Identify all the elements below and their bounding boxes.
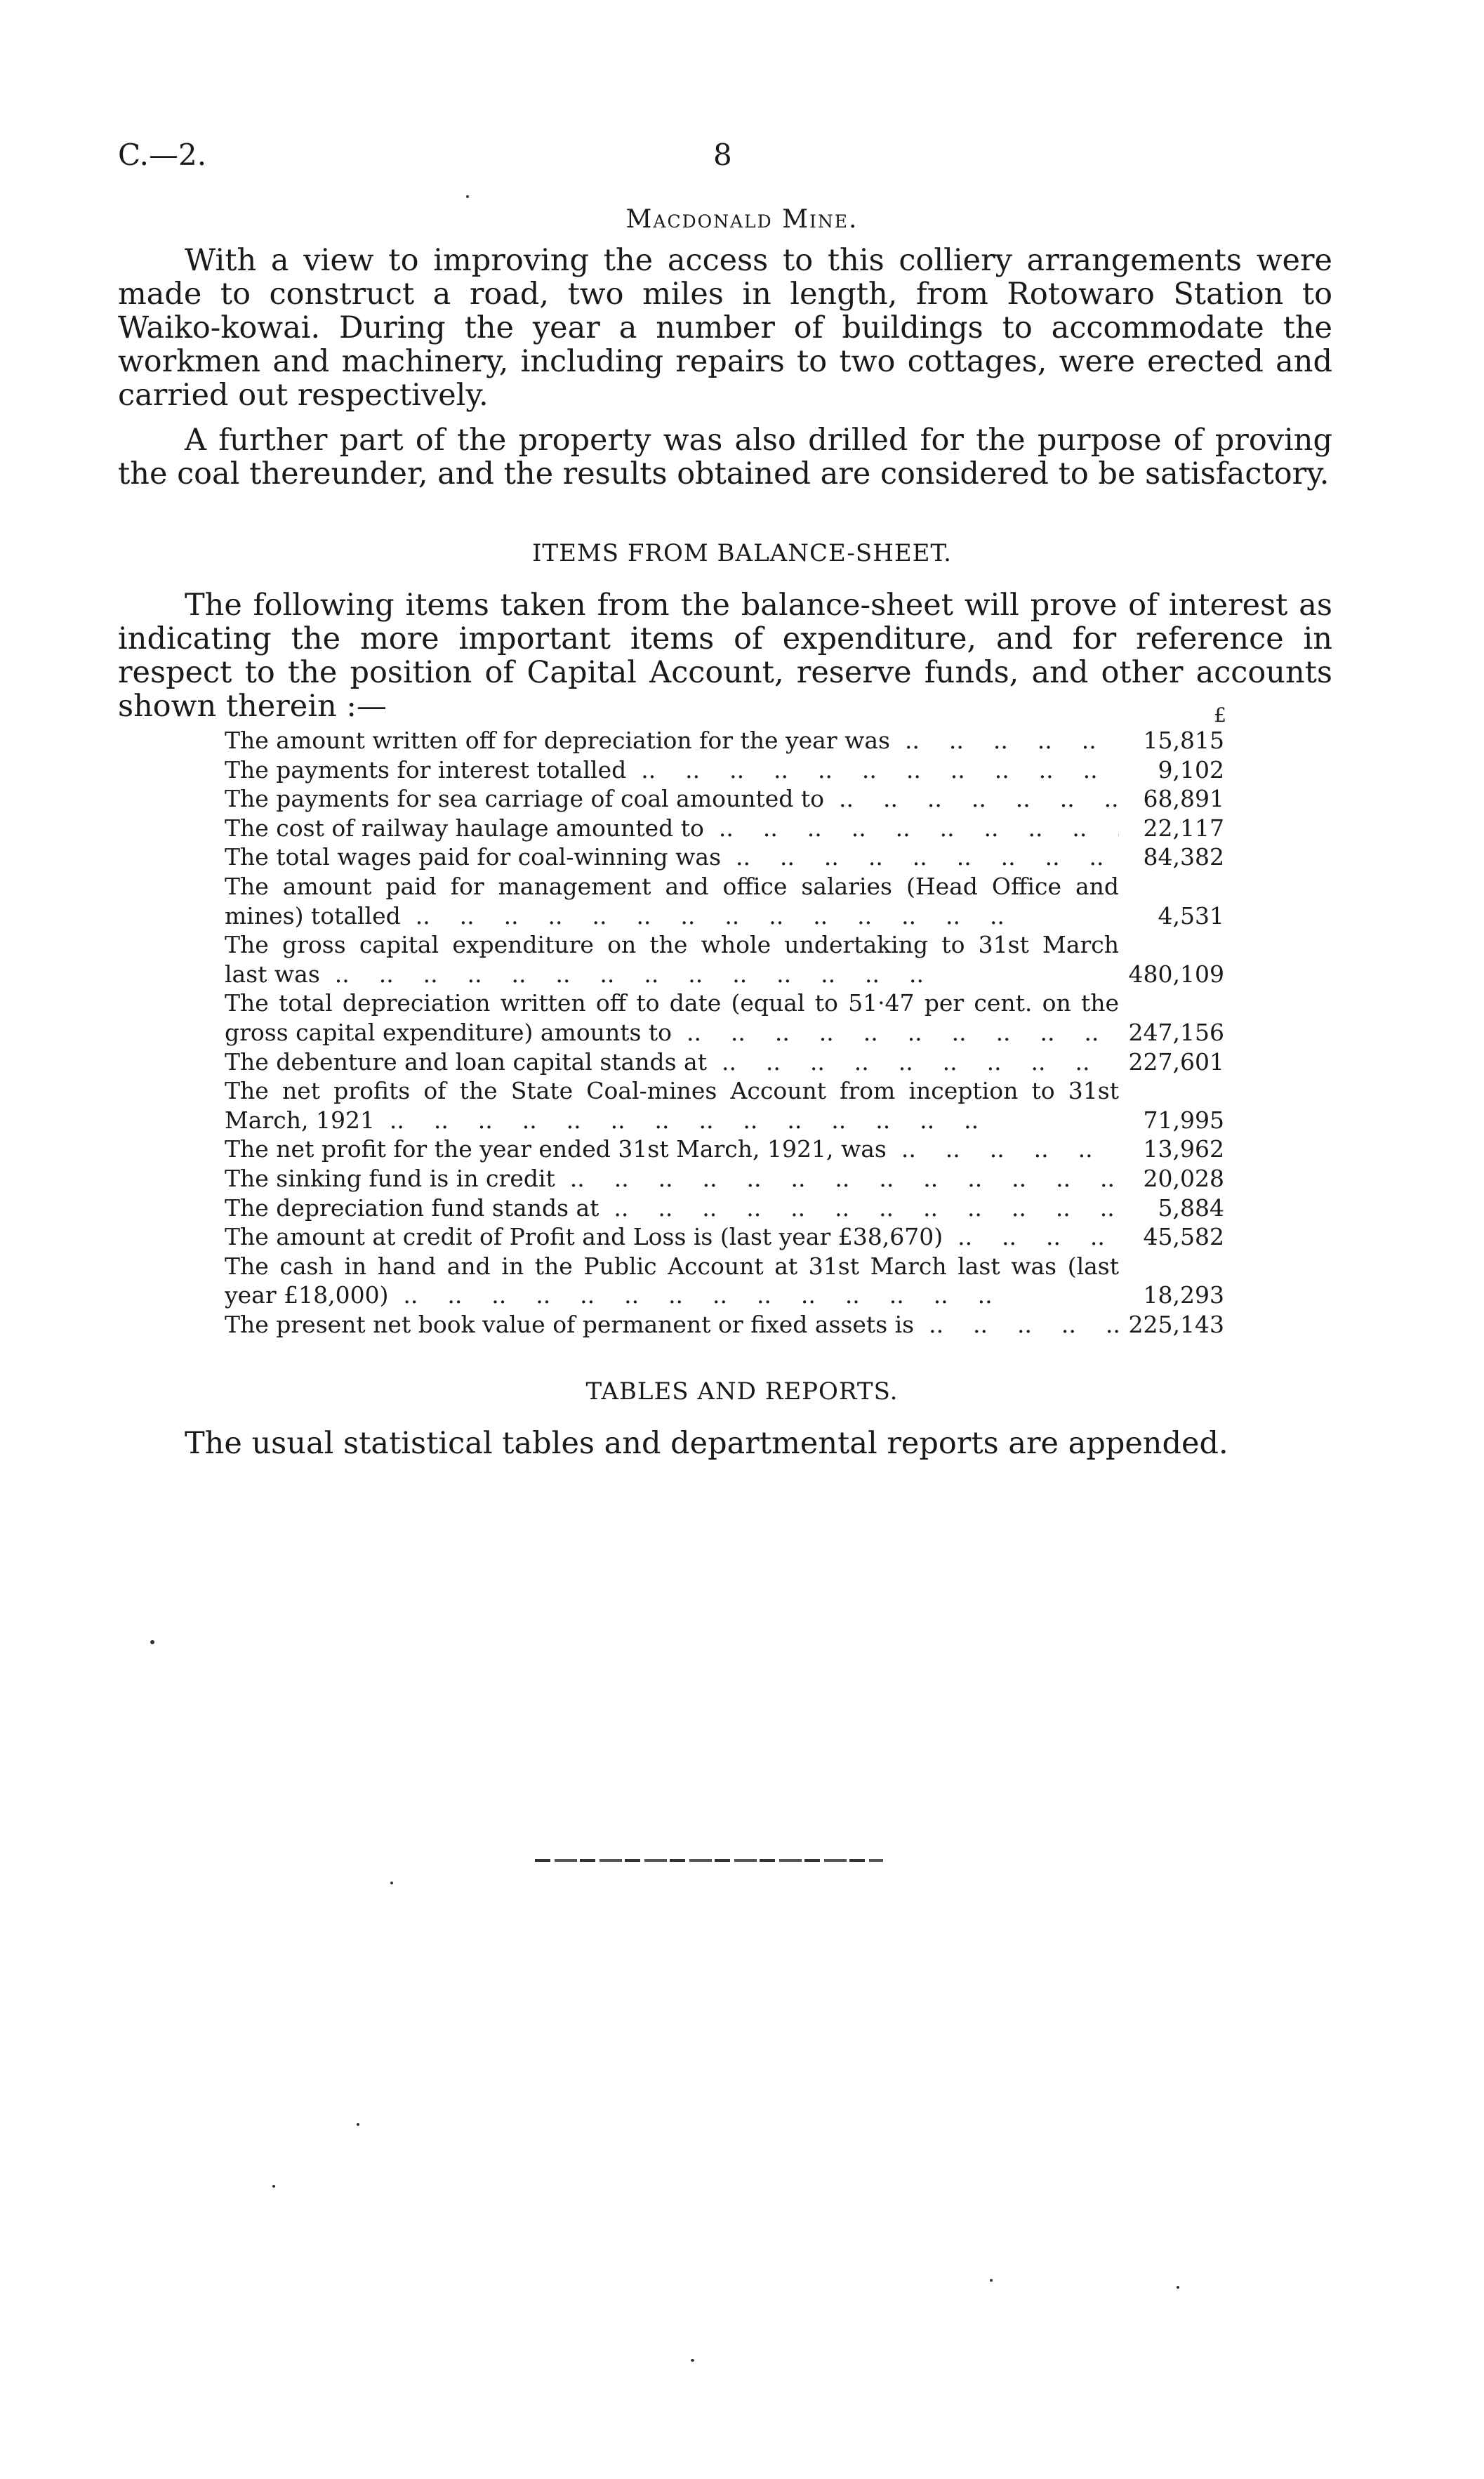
balance-sheet-item <box>225 1076 1224 1135</box>
item-description <box>225 1222 1119 1252</box>
item-description-line: The depreciation fund stands at .. <box>225 1194 1119 1223</box>
balance-sheet-item <box>225 1135 1224 1164</box>
item-amount: 84,382 <box>1143 843 1224 871</box>
item-amount: 9,102 <box>1158 755 1224 784</box>
balance-sheet-item <box>225 814 1224 843</box>
item-amount: 225,143 <box>1128 1310 1224 1338</box>
balance-sheet-item <box>225 930 1224 989</box>
item-description <box>225 1076 1119 1135</box>
currency-header: £ <box>1214 703 1226 727</box>
item-amount: 247,156 <box>1128 1018 1224 1046</box>
item-amount: 5,884 <box>1158 1194 1224 1222</box>
closing-rule <box>535 1859 883 1862</box>
balance-sheet-item <box>225 755 1224 785</box>
item-description <box>225 1135 1119 1164</box>
print-speck <box>390 1882 393 1884</box>
item-description-line: The amount paid for management and office salaries (Head Office and <box>225 872 1119 900</box>
item-description <box>225 1310 1119 1340</box>
balance-sheet-item <box>225 842 1224 872</box>
item-description-line: mines) totalled .. <box>225 901 1119 931</box>
item-description-line: The gross capital expenditure on the whole undertaking to 31st March <box>225 931 1119 959</box>
page-number: 8 <box>713 138 732 172</box>
item-description <box>225 930 1119 989</box>
item-description <box>225 726 1119 755</box>
item-amount: 13,962 <box>1143 1135 1224 1163</box>
item-amount: 71,995 <box>1143 1106 1224 1134</box>
item-amount: 480,109 <box>1128 960 1224 988</box>
item-amount: 22,117 <box>1143 814 1224 842</box>
item-description-line: The payments for sea carriage of coal amounted to .. <box>225 784 1119 814</box>
item-description-line: The amount at credit of Profit and Loss is (last year £38,670) .. <box>225 1222 1119 1252</box>
item-description-line: The payments for interest totalled .. <box>225 755 1119 785</box>
item-description-line: gross capital expenditure) amounts to .. <box>225 1018 1119 1047</box>
balance-sheet-item <box>225 1222 1224 1252</box>
section-title-macdonald-mine: Macdonald Mine. <box>625 205 859 234</box>
item-description <box>225 1047 1119 1077</box>
print-speck <box>150 1640 154 1644</box>
item-description <box>225 784 1119 814</box>
item-amount: 20,028 <box>1143 1164 1224 1192</box>
item-description-line: The total wages paid for coal-winning was .. <box>225 842 1119 872</box>
balance-sheet-item <box>225 726 1224 755</box>
item-description <box>225 872 1119 930</box>
balance-sheet-item <box>225 784 1224 814</box>
item-amount: 15,815 <box>1143 727 1224 754</box>
item-description-line: last was .. <box>225 960 1119 989</box>
balance-sheet-items <box>225 726 1224 1339</box>
print-speck <box>466 195 469 198</box>
print-speck <box>1177 2286 1179 2289</box>
print-speck <box>272 2185 275 2188</box>
item-description <box>225 842 1119 872</box>
section-title-tables-reports: TABLES AND REPORTS. <box>585 1377 899 1406</box>
macdonald-paragraph-2: A further part of the property was also drilled for the purpose of proving the coal thereunder, and the results obtained are considered to be satisfactory. <box>118 423 1332 491</box>
item-description-line: The total depreciation written off to date (equal to 51·47 per cent. on the <box>225 989 1119 1017</box>
item-description-line: The debenture and loan capital stands at .. <box>225 1047 1119 1077</box>
print-speck <box>691 2359 694 2362</box>
item-description <box>225 1194 1119 1223</box>
tables-reports-text: The usual statistical tables and departmental reports are appended. <box>185 1426 1228 1461</box>
balance-sheet-item <box>225 1310 1224 1340</box>
item-description-line: The present net book value of permanent or fixed assets is .. <box>225 1310 1119 1340</box>
item-description <box>225 1164 1119 1194</box>
balance-sheet-intro: The following items taken from the balance-sheet will prove of interest as indicating the more important items of expenditure, and for reference in respect to the position of Capital Account, reserve funds, and other accounts shown therein :— <box>118 588 1332 724</box>
balance-sheet-item <box>225 872 1224 930</box>
item-description-line: The cost of railway haulage amounted to .. <box>225 814 1119 843</box>
balance-sheet-item <box>225 1047 1224 1077</box>
item-amount: 45,582 <box>1143 1223 1224 1251</box>
item-description-line: The amount written off for depreciation for the year was .. <box>225 726 1119 755</box>
item-description-line: The sinking fund is in credit .. <box>225 1164 1119 1194</box>
balance-sheet-item <box>225 1194 1224 1223</box>
print-speck <box>990 2279 993 2282</box>
balance-sheet-item <box>225 1252 1224 1310</box>
item-description-line: The net profits of the State Coal-mines Account from inception to 31st <box>225 1077 1119 1105</box>
item-description-line: The cash in hand and in the Public Account at 31st March last was (last <box>225 1252 1119 1280</box>
macdonald-paragraph-1: With a view to improving the access to this colliery arrangements were made to construct a road, two miles in length, from Rotowaro Station to Waiko-kowai. During the year a number of buildings to accommodate the workmen and machinery, including repairs to two cottages, were erected and carried out respectively. <box>118 243 1332 413</box>
item-amount: 18,293 <box>1143 1281 1224 1309</box>
item-amount: 227,601 <box>1128 1047 1224 1076</box>
balance-sheet-item <box>225 989 1224 1047</box>
item-description-line: The net profit for the year ended 31st March, 1921, was .. <box>225 1135 1119 1164</box>
item-description-line: March, 1921 .. <box>225 1106 1119 1135</box>
item-description-line: year £18,000) .. <box>225 1281 1119 1310</box>
item-description <box>225 1252 1119 1310</box>
item-amount: 4,531 <box>1158 901 1224 930</box>
item-description <box>225 989 1119 1047</box>
item-description <box>225 755 1119 785</box>
item-description <box>225 814 1119 843</box>
item-amount: 68,891 <box>1143 785 1224 813</box>
section-title-balance-sheet: ITEMS FROM BALANCE-SHEET. <box>532 539 952 567</box>
document-reference: C.—2. <box>118 138 207 172</box>
balance-sheet-item <box>225 1164 1224 1194</box>
print-speck <box>357 2123 359 2126</box>
